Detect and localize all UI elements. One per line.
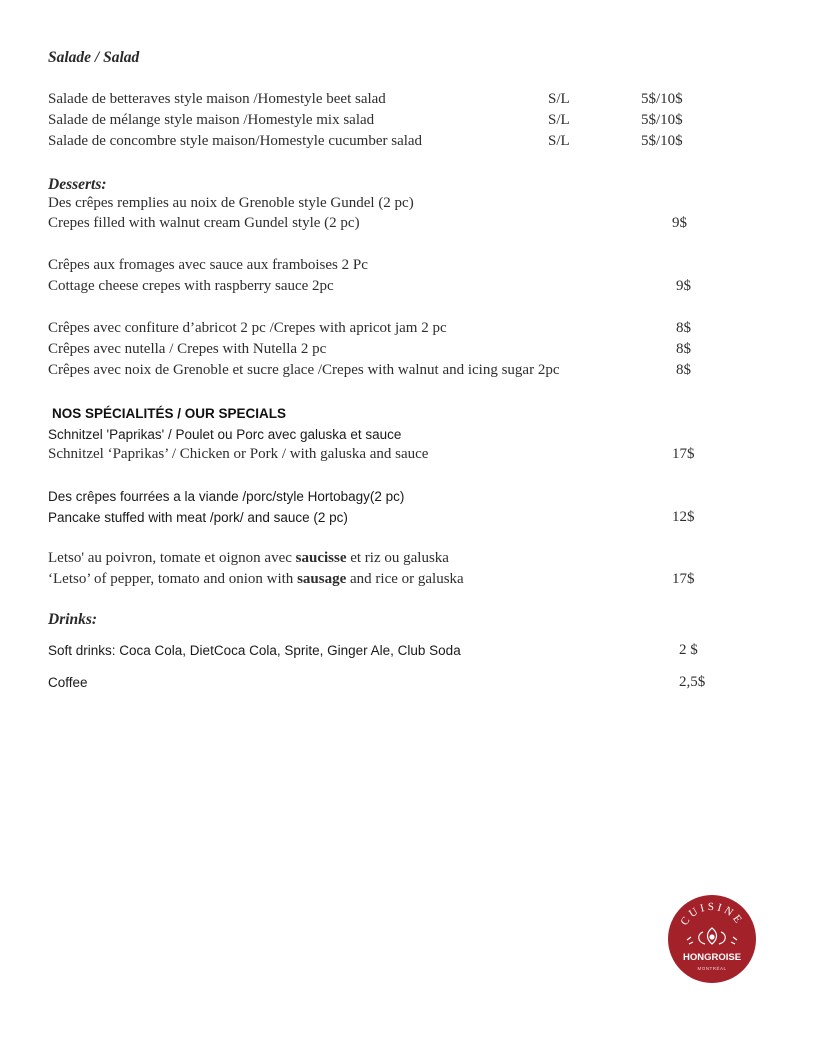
specials-heading: NOS SPÉCIALITÉS / OUR SPECIALS [52,406,287,421]
drinks-heading: Drinks: [48,611,98,628]
item-size: S/L [548,112,570,128]
dessert-walnut-price: 8$ [676,362,691,378]
salad-heading: Salade / Salad [48,49,140,66]
dessert-apricot: Crêpes avec confiture d’abricot 2 pc /Crepes with apricot jam 2 pc [48,320,447,336]
dessert-apricot-price: 8$ [676,320,691,336]
special-hortobagy-price: 12$ [672,509,695,525]
dessert-cheese-en: Cottage cheese crepes with raspberry sauce 2pc [48,278,334,294]
letso-fr-bold: saucisse [295,550,347,566]
item-name: Salade de mélange style maison /Homestyle mix salad [48,112,375,128]
drink-soft: Soft drinks: Coca Cola, DietCoca Cola, Sprite, Ginger Ale, Club Soda [48,643,461,658]
salad-item-mix [48,110,374,131]
salad-item-beet [48,89,386,110]
special-letso-en [48,569,464,590]
item-name: Salade de concombre style maison/Homestyle cucumber salad [48,133,423,149]
desserts-heading: Desserts: [48,176,107,193]
dessert-nutella: Crêpes avec nutella / Crepes with Nutella 2 pc [48,341,327,357]
dessert-gundel-price: 9$ [672,215,687,231]
logo-top-text: CUISINE [678,900,746,928]
logo-small-text: MONTRÉAL [697,966,727,971]
letso-en-part: and rice or galuska [346,571,464,587]
letso-fr-part: Letso' au poivron, tomate et oignon avec [48,550,296,566]
restaurant-logo [667,894,757,984]
special-letso-fr [48,548,449,569]
dessert-cheese-price: 9$ [676,278,691,294]
special-hortobagy-en: Pancake stuffed with meat /pork/ and sauce (2 pc) [48,510,348,525]
drink-coffee: Coffee [48,675,88,690]
logo-bottom-text: HONGROISE [682,952,742,963]
special-hortobagy-fr: Des crêpes fourrées a la viande /porc/style Hortobagy(2 pc) [48,489,405,504]
letso-fr-part: et riz ou galuska [346,550,449,566]
drink-coffee-price: 2,5$ [679,674,706,690]
dessert-gundel-en: Crepes filled with walnut cream Gundel style (2 pc) [48,215,360,231]
letso-en-part: ‘Letso’ of pepper, tomato and onion with [48,571,298,587]
item-price: 5$/10$ [641,112,683,128]
special-schnitzel-price: 17$ [672,446,695,462]
item-size: S/L [548,91,570,107]
item-name: Salade de betteraves style maison /Homestyle beet salad [48,91,386,107]
letso-en-bold: sausage [297,571,347,587]
dessert-gundel-fr: Des crêpes remplies au noix de Grenoble style Gundel (2 pc) [48,195,414,211]
special-schnitzel-fr: Schnitzel 'Paprikas' / Poulet ou Porc avec galuska et sauce [48,427,402,442]
item-price: 5$/10$ [641,91,683,107]
special-letso-price: 17$ [672,571,695,587]
dessert-nutella-price: 8$ [676,341,691,357]
item-price: 5$/10$ [641,133,683,149]
special-schnitzel-en: Schnitzel ‘Paprikas’ / Chicken or Pork / with galuska and sauce [48,446,429,462]
salad-item-cucumber [48,131,422,152]
dessert-walnut: Crêpes avec noix de Grenoble et sucre glace /Crepes with walnut and icing sugar 2pc [48,362,560,378]
dessert-cheese-fr: Crêpes aux fromages avec sauce aux framboises 2 Pc [48,257,368,273]
item-size: S/L [548,133,570,149]
drink-soft-price: 2 $ [679,642,698,658]
